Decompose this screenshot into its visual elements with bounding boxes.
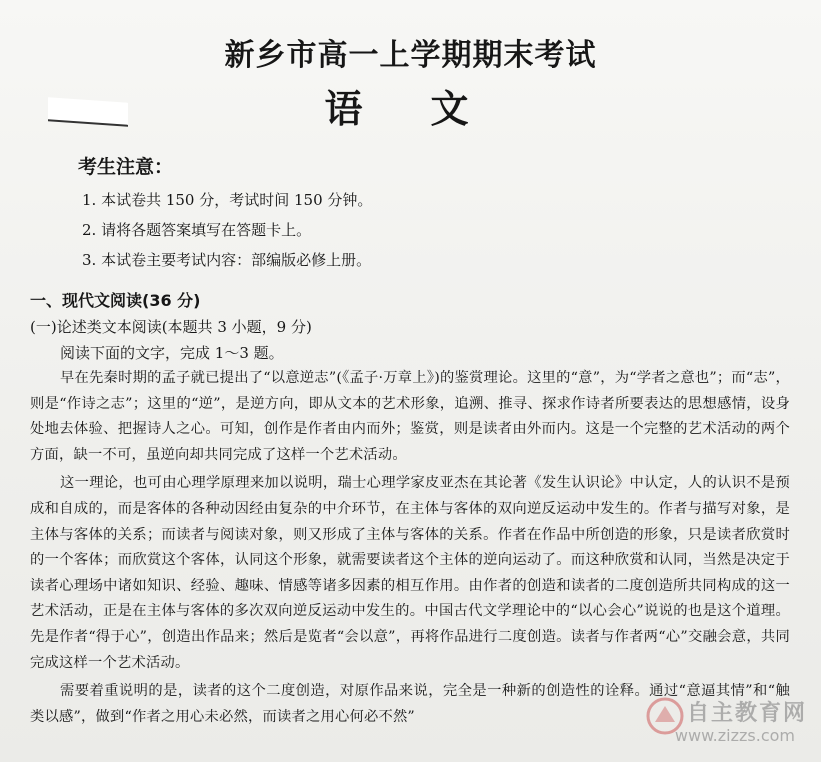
- exam-title: 新乡市高一上学期期末考试: [224, 38, 597, 73]
- candidate-notice: [78, 152, 372, 275]
- passage-paragraph: 需要着重说明的是，读者的这个二度创造，对原作品来说，完全是一种新的创造性的诠释。通过“意逼其情”和“触类以感”，做到“作者之用心未必然，而读者之用心何必不然”: [30, 683, 790, 725]
- passage-paragraph: 早在先秦时期的孟子就已提出了“以意逆志”(《孟子·万章上》)的鉴赏理论。这里的“意”，为“学者之意也”；而“志”，则是“作诗之志”；这里的“逆”，是逆方向，即从文本的艺术形象，追溯、推寻、探求作诗者所要表达的思想感情，设身处地去体验、把握诗人之心。可知，创作是作者由内而外；鉴赏，则是读者由外而内。这是一个完整的艺术活动的两个方面，缺一不可，虽逆向却共同完成了这样一个艺术活动。: [30, 370, 790, 463]
- notice-item: 1. 本试卷共 150 分，考试时间 150 分钟。: [82, 191, 373, 209]
- exam-header: [0, 30, 821, 133]
- notice-item: 3. 本试卷主要考试内容：部编版必修上册。: [82, 251, 372, 269]
- subject-title: 语文: [324, 87, 537, 131]
- watermark-site-name: 自主教育网: [686, 701, 807, 726]
- subsection-title: (一)论述类文本阅读(本题共 3 小题，9 分): [30, 318, 312, 336]
- reading-section: [30, 288, 790, 730]
- section-title: 一、现代文阅读(36 分): [30, 291, 201, 310]
- notice-item: 2. 请将各题答案填写在答题卡上。: [82, 221, 312, 239]
- watermark-url: www.zizzs.com: [674, 726, 795, 745]
- reading-instruction: 阅读下面的文字，完成 1～3 题。: [60, 344, 284, 362]
- notice-title: 考生注意：: [78, 156, 174, 178]
- passage-paragraph: 这一理论，也可由心理学原理来加以说明，瑞士心理学家皮亚杰在其论著《发生认识论》中认定，人的认识不是预成和自成的，而是客体的各种动因经由复杂的中介环节，在主体与客体的双向逆反运动中发生的。作者与描写对象，是主体与客体的关系；而读者与阅读对象，则又形成了主体与客体的关系。作者在作品中所创造的形象，只是读者欣赏时的一个客体；而欣赏这个客体，认同这个形象，就需要读者这个主体的逆向运动了。而这种欣赏和认同，当然是决定于读者心理场中诸如知识、经验、趣味、情感等诸多因素的相互作用。由作者的创造和读者的二度创造所共同构成的这一艺术活动，正是在主体与客体的多次双向逆反运动中发生的。中国古代文学理论中的“以心会心”说说的也是这个道理。先是作者“得于心”，创造出作品来；然后是览者“会以意”，再将作品进行二度创造。读者与作者两“心”交融会意，共同完成这样一个艺术活动。: [30, 475, 790, 671]
